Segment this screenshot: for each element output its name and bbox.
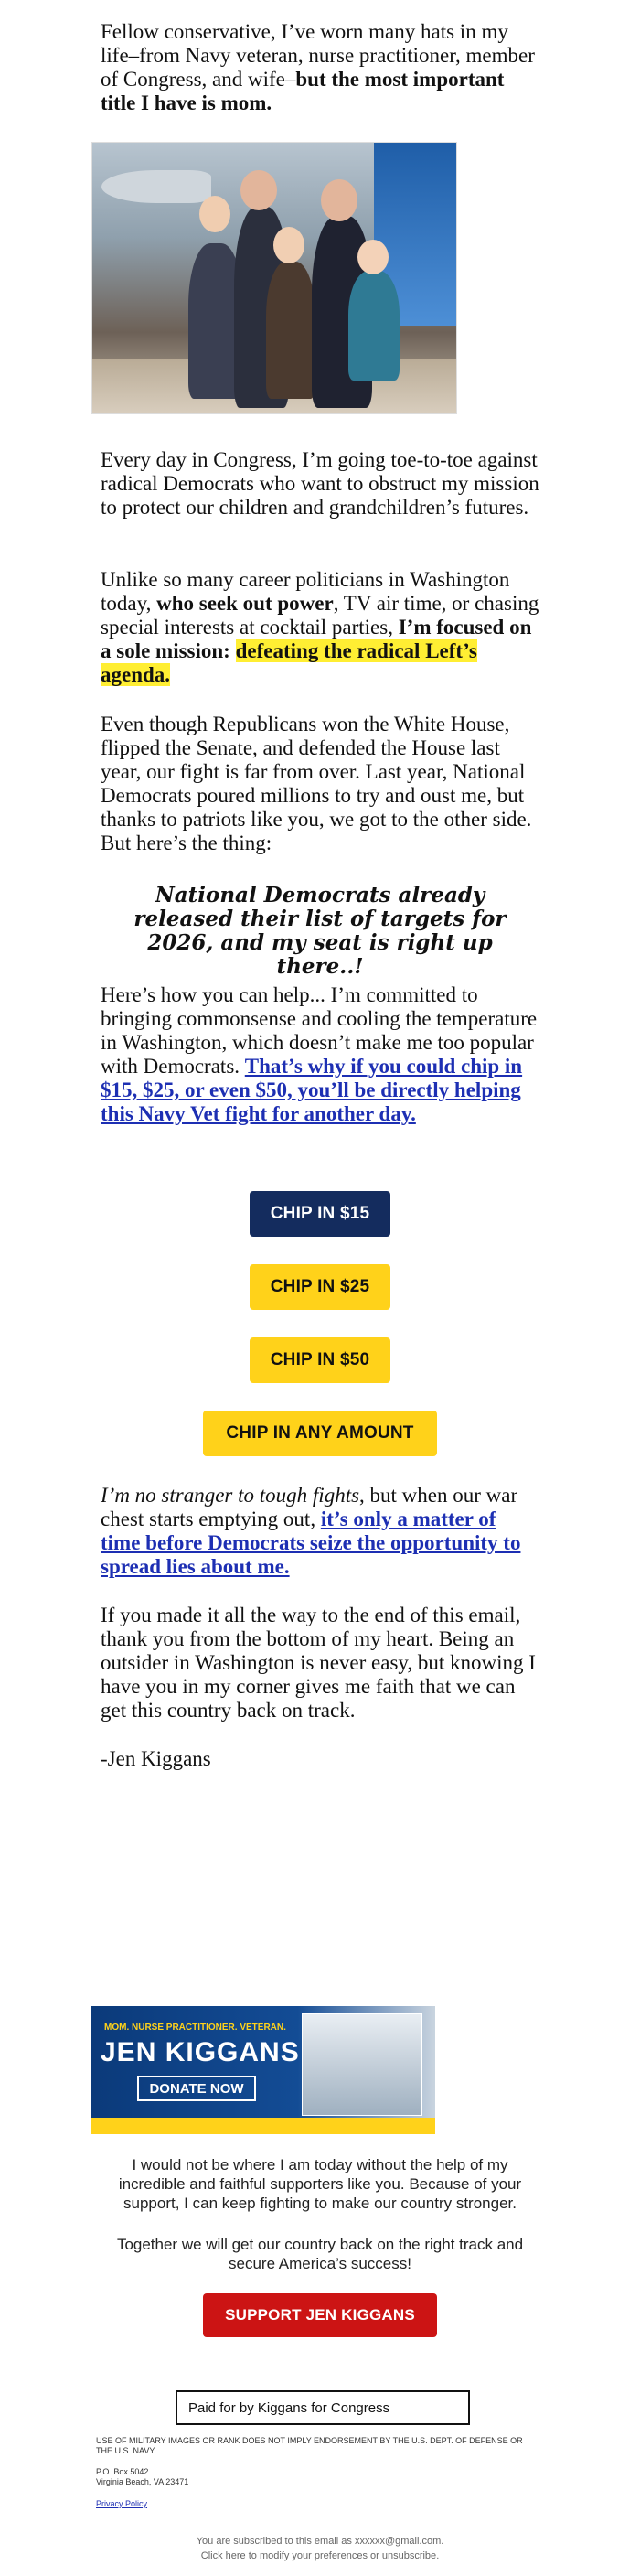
- military-disclaimer: USE OF MILITARY IMAGES OR RANK DOES NOT IMPLY ENDORSEMENT BY THE U.S. DEPT. OF DEFENSE OR THE U.S. NAVY: [96, 2436, 523, 2455]
- footer-together: Together we will get our country back on the right track and secure America’s success!: [116, 2236, 524, 2272]
- chip-in-25-button[interactable]: CHIP IN $25: [250, 1264, 390, 1310]
- paragraph-mission: Unlike so many career politicians in Washington today, who seek out power, TV air time, or chasing special interests at cocktail parties, I’m focused on a sole mission: defeating the radical Left’s agenda.: [101, 568, 539, 686]
- modify-preferences-line: Click here to modify your preferences or unsubscribe.: [200, 2550, 440, 2561]
- chip-in-any-amount-button[interactable]: CHIP IN ANY AMOUNT: [203, 1411, 437, 1456]
- highlighted-text: defeating the radical Left’s agenda.: [101, 639, 477, 686]
- family-photo: [91, 142, 457, 414]
- paragraph-fight: Even though Republicans won the White House, flipped the Senate, and defended the House last year, our fight is far from over. Last year, National Democrats poured millions to try and oust me, but thanks to patriots like you, we got to the other side. But here’s the thing:: [101, 713, 532, 854]
- preferences-link[interactable]: preferences: [314, 2550, 368, 2561]
- address-city: Virginia Beach, VA 23471: [96, 2477, 189, 2486]
- paragraph-thanks: If you made it all the way to the end of this email, thank you from the bottom of my heart. Being an outsider in Washington is never easy, but knowing I have you in my corner gives me faith that we can get this country back on track.: [101, 1604, 536, 1722]
- chip-in-15-button[interactable]: CHIP IN $15: [250, 1191, 390, 1237]
- privacy-policy-link[interactable]: Privacy Policy: [96, 2499, 148, 2508]
- paragraph-congress: Every day in Congress, I’m going toe-to-toe against radical Democrats who want to obstruct my mission to protect our children and grandchildren’s futures.: [101, 448, 539, 519]
- unsubscribe-link[interactable]: unsubscribe: [381, 2550, 437, 2561]
- subscription-notice: You are subscribed to this email as xxxxxx@gmail.com.: [196, 2536, 444, 2547]
- chip-in-50-button[interactable]: CHIP IN $50: [250, 1337, 390, 1383]
- chip-in-link[interactable]: That’s why if you could chip in $15, $25, or even $50, you’ll be directly helping this Navy Vet fight for another day.: [101, 1055, 523, 1125]
- po-box: P.O. Box 5042: [96, 2467, 149, 2476]
- banner-donate-button[interactable]: DONATE NOW: [137, 2076, 256, 2101]
- paragraph-help: Here’s how you can help... I’m committed to bringing commonsense and cooling the temperature in Washington, which doesn’t make me too popular with Democrats. That’s why if you could chip in $15, $25, or even $50, you’ll be directly helping this Navy Vet fight for another day.: [101, 983, 538, 1125]
- signature: -Jen Kiggans: [101, 1747, 211, 1770]
- support-jen-kiggans-button[interactable]: SUPPORT JEN KIGGANS: [203, 2293, 437, 2337]
- targets-quote: National Democrats already released their list of targets for 2026, and my seat is right up there..!: [133, 883, 507, 979]
- banner-name: JEN KIGGANS: [101, 2037, 300, 2067]
- paid-for-box: Paid for by Kiggans for Congress: [176, 2390, 470, 2425]
- spread-lies-link[interactable]: it’s only a matter of time before Democrats seize the opportunity to spread lies about me.: [101, 1508, 521, 1578]
- paragraph-war-chest: I’m no stranger to tough fights, but when our war chest starts emptying out, it’s only a matter of time before Democrats seize the opportunity to spread lies about me.: [101, 1484, 521, 1578]
- intro-bold-text: but the most important title I have is mom.: [101, 68, 505, 114]
- banner-photo: [302, 2013, 422, 2116]
- banner-strip: [91, 2118, 435, 2134]
- footer-thanks: I would not be where I am today without the help of my incredible and faithful supporters like you. Because of your support, I can keep fighting to make our country stronger.: [118, 2156, 522, 2212]
- donate-banner[interactable]: [91, 2006, 435, 2134]
- banner-tagline: MOM. NURSE PRACTITIONER. VETERAN.: [104, 2023, 286, 2033]
- intro-paragraph: Fellow conservative, I’ve worn many hats in my life–from Navy veteran, nurse practitioner, member of Congress, and wife–but the most important title I have is mom.: [101, 20, 535, 114]
